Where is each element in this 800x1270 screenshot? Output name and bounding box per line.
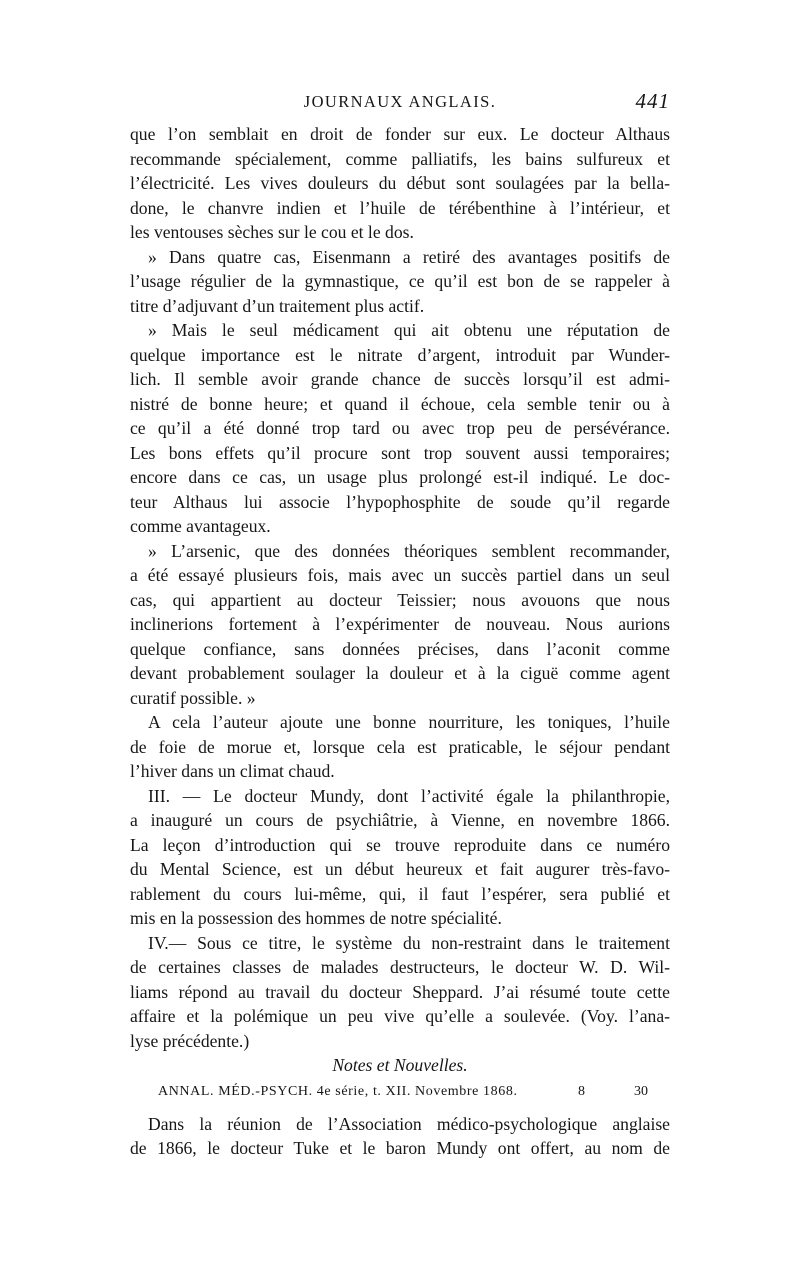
text-line: a été essayé plusieurs fois, mais avec un succès partiel dans un seul (130, 565, 670, 585)
text-line: liams répond au travail du docteur Sheppard. J’ai résumé toute cette (130, 981, 670, 1002)
text-line: done, le chanvre indien et l’huile de térébenthine à l’intérieur, et (130, 197, 670, 218)
text-line: les ventouses sèches sur le cou et le dos. (130, 222, 414, 242)
text-line: » Dans quatre cas, Eisenmann a retiré des avantages positifs de (148, 246, 670, 267)
text-line: teur Althaus lui associe l’hypophosphite de soude qu’il regarde (130, 491, 670, 512)
text-line: quelque importance est le nitrate d’argent, introduit par Wunder- (130, 344, 670, 365)
text-line: de certaines classes de malades destructeurs, le docteur W. D. Wil- (130, 957, 670, 977)
text-line: mis en la possession des hommes de notre spécialité. (130, 908, 502, 928)
text-line: » Mais le seul médicament qui ait obtenu une réputation de (148, 320, 670, 340)
text-line: Dans la réunion de l’Association médico-psychologique anglaise (148, 1113, 670, 1134)
text-line: l’hiver dans un climat chaud. (130, 761, 335, 781)
text-line: lich. Il semble avoir grande chance de succès lorsqu’il est admi- (130, 369, 670, 389)
text-line: nistré de bonne heure; et quand il échoue, cela semble tenir ou à (130, 393, 670, 414)
text-line: l’électricité. Les vives douleurs du début sont soulagées par la bella- (130, 173, 670, 193)
text-line: comme avantageux. (130, 516, 271, 536)
text-line: A cela l’auteur ajoute une bonne nourriture, les toniques, l’huile (148, 712, 670, 732)
running-head (130, 89, 670, 118)
text-line: La leçon d’introduction qui se trouve reproduite dans ce numéro (130, 834, 670, 855)
sheet-number: 8 (578, 1084, 585, 1099)
text-line: Les bons effets qu’il procure sont trop souvent aussi temporaires; (130, 442, 670, 463)
text-line: » L’arsenic, que des données théoriques semblent recommander, (148, 540, 670, 561)
text-line: IV.— Sous ce titre, le système du non-restraint dans le traitement (148, 932, 670, 953)
text-line: l’usage régulier de la gymnastique, ce qu’il est bon de se rappeler à (130, 271, 670, 291)
running-title: JOURNAUX ANGLAIS. (303, 92, 497, 111)
text-line: recommande spécialement, comme palliatifs, les bains sulfureux et (130, 148, 670, 169)
text-line: a inauguré un cours de psychiâtrie, à Vienne, en novembre 1866. (130, 810, 670, 830)
body-text (130, 122, 670, 1161)
text-line: du Mental Science, est un début heureux et fait augurer très-favo- (130, 859, 670, 879)
text-line: devant probablement soulager la douleur et à la ciguë comme agent (130, 663, 670, 683)
text-line: que l’on semblait en droit de fonder sur eux. Le docteur Althaus (130, 124, 670, 144)
text-line: de foie de morue et, lorsque cela est praticable, le séjour pendant (130, 736, 670, 757)
text-line: quelque confiance, sans données précises, dans l’aconit comme (130, 638, 670, 659)
text-line: ce qu’il a été donné trop tard ou avec trop peu de persévérance. (130, 418, 670, 438)
page-number: 441 (635, 89, 670, 113)
text-line: curatif possible. » (130, 687, 256, 708)
text-line: III. — Le docteur Mundy, dont l’activité égale la philanthropie, (148, 785, 670, 806)
text-line: de 1866, le docteur Tuke et le baron Mundy ont offert, au nom de (130, 1138, 670, 1158)
text-line: inclinerions fortement à l’expérimenter de nouveau. Nous aurions (130, 614, 670, 634)
footer-folio: 30 (634, 1084, 648, 1099)
text-line: affaire et la polémique un peu vive qu’elle a soulevée. (Voy. l’ana- (130, 1006, 670, 1026)
text-line: titre d’adjuvant d’un traitement plus actif. (130, 295, 425, 316)
section-heading: Notes et Nouvelles. (332, 1055, 468, 1075)
text-line: rablement du cours lui-même, qui, il faut l’espérer, sera publié et (130, 883, 670, 904)
footer-signature: ANNAL. MÉD.-PSYCH. 4e série, t. XII. Novembre 1868. (158, 1084, 518, 1099)
text-line: cas, qui appartient au docteur Teissier; nous avouons que nous (130, 589, 670, 610)
text-line: lyse précédente.) (130, 1030, 250, 1051)
text-line: encore dans ce cas, un usage plus prolongé est-il indiqué. Le doc- (130, 467, 670, 487)
